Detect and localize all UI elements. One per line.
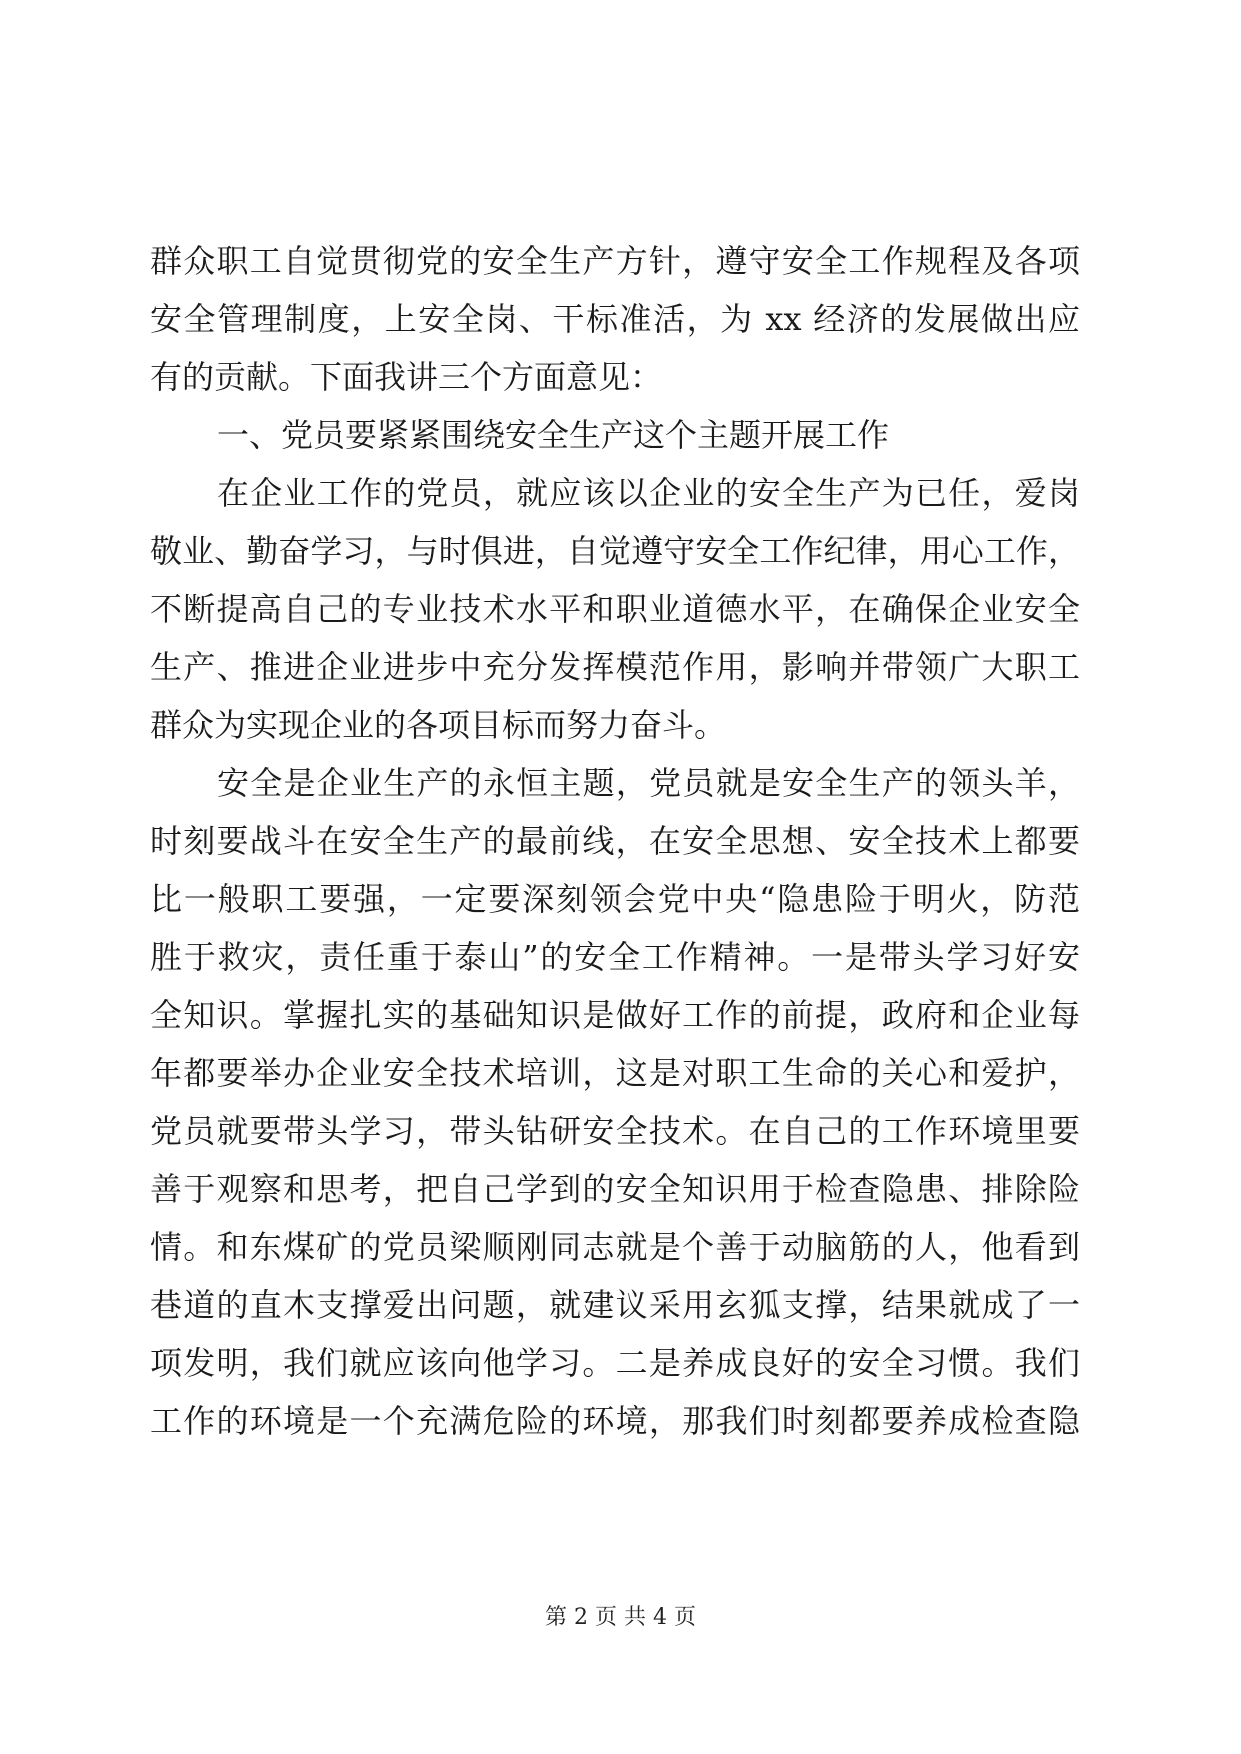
text-line: 群众职工自觉贯彻党的安全生产方针，遵守安全工作规程及各项 — [150, 242, 1080, 280]
text-line: 胜于救灾，责任重于泰山”的安全工作精神。一是带头学习好安 — [150, 938, 1080, 976]
text-line: 项发明，我们就应该向他学习。二是养成良好的安全习惯。我们 — [150, 1344, 1080, 1382]
text-line: 年都要举办企业安全技术培训，这是对职工生命的关心和爱护， — [150, 1054, 1080, 1092]
section-heading: 一、党员要紧紧围绕安全生产这个主题开展工作 — [217, 416, 890, 454]
text-line: 全知识。掌握扎实的基础知识是做好工作的前提，政府和企业每 — [150, 996, 1080, 1034]
text-line: 生产、推进企业进步中充分发挥模范作用，影响并带领广大职工 — [150, 648, 1080, 686]
text-line: 工作的环境是一个充满危险的环境，那我们时刻都要养成检查隐 — [150, 1402, 1080, 1440]
body-text — [150, 232, 1080, 1450]
text-line: 敬业、勤奋学习，与时俱进，自觉遵守安全工作纪律，用心工作， — [150, 532, 1080, 570]
text-line: 比一般职工要强，一定要深刻领会党中央“隐患险于明火，防范 — [150, 880, 1080, 918]
text-line: 有的贡献。下面我讲三个方面意见： — [150, 358, 663, 396]
text-line: 时刻要战斗在安全生产的最前线，在安全思想、安全技术上都要 — [150, 822, 1080, 860]
text-line: 安全是企业生产的永恒主题，党员就是安全生产的领头羊， — [217, 764, 1080, 802]
text-line: 安全管理制度，上安全岗、干标准活，为 xx 经济的发展做出应 — [150, 300, 1080, 338]
text-line: 党员就要带头学习，带头钻研安全技术。在自己的工作环境里要 — [150, 1112, 1080, 1150]
text-line: 不断提高自己的专业技术水平和职业道德水平，在确保企业安全 — [150, 590, 1080, 628]
text-line: 在企业工作的党员，就应该以企业的安全生产为已任，爱岗 — [217, 474, 1080, 512]
text-line: 善于观察和思考，把自己学到的安全知识用于检查隐患、排除险 — [150, 1170, 1080, 1208]
text-line: 巷道的直木支撑爱出问题，就建议采用玄狐支撑，结果就成了一 — [150, 1286, 1080, 1324]
text-line: 情。和东煤矿的党员梁顺刚同志就是个善于动脑筋的人，他看到 — [150, 1228, 1080, 1266]
text-line: 群众为实现企业的各项目标而努力奋斗。 — [150, 706, 727, 744]
page-footer — [0, 1600, 1241, 1631]
page-number: 第 2 页 共 4 页 — [545, 1605, 696, 1630]
